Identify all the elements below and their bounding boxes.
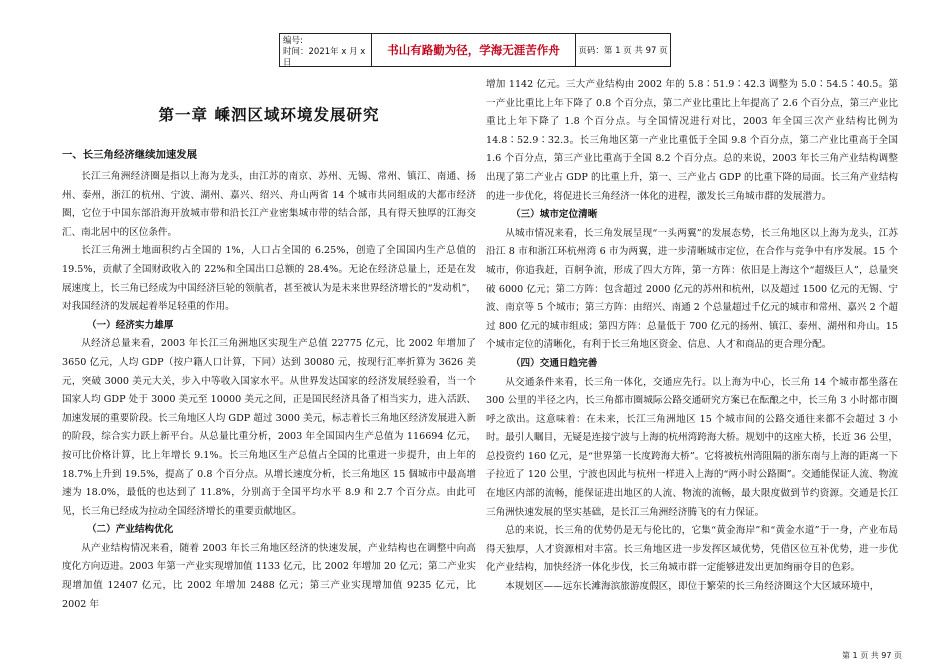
subsection-heading: （三）城市定位清晰 <box>510 209 598 221</box>
header-page-number: 页码：第 1 页 共 97 页 <box>578 46 668 56</box>
paragraph: 从交通条件来看，长三角一体化，交通应先行。以上海为中心，长三角 14 个城市都坐落在 300 公里的半径之内，长三角都市圈城际公路交通研究方案已在酝酿之中，长三角 3 小时都市圈呼之欲出。这意味着：在未来，长江三角洲地区 15 个城市间的公路交通往来都不会超过 3 小时。最引人瞩目，无疑是连接宁波与上海的杭州湾跨海大桥。规划中的这座大桥，长近 36 公里，总投资约 160 亿元，是“世界第一长度跨海大桥”。它将被杭州湾阻隔的浙东南与上海的距离一下子拉近了 120 公里，宁波也因此与杭州一样进入上海的“两小时公路圈”。交通能保证人流、物流在地区内部的流畅，能保证进出地区的人流、物流的流畅，最大限度做到节约资源。交通是长江三角洲快速发展的坚实基础，是长江三角洲经济腾飞的有力保证。 <box>486 376 898 518</box>
header-number: 编号: <box>283 36 303 46</box>
subsection-heading: （一）经济实力雄厚 <box>86 319 174 331</box>
section-heading: 一、长三角经济继续加速发展 <box>62 149 198 161</box>
header-motto: 书山有路勤为径，学海无涯苦作舟 <box>372 34 576 66</box>
paragraph: 从产业结构情况来看，随着 2003 年长三角地区经济的快速发展，产业结构也在调整中向高度化方向迈进。2003 年第一产业实现增加值 1133 亿元，比 2002 年增加 20 亿元；第二产业实现增加值 12407 亿元，比 2002 年增加 2488 亿元；第三产业实现增加值 9235 亿元，比 2002 年 <box>62 542 476 610</box>
paragraph: 本规划区——远东长滩海滨旅游度假区，即位于繁荣的长三角经济圈这个大区域环境中， <box>505 581 880 593</box>
page-header-box <box>279 33 671 67</box>
right-column <box>486 76 898 597</box>
page-footer: 第 1 页 共 97 页 <box>842 651 902 660</box>
paragraph: 从城市情况来看，长三角发展呈现“一头两翼”的发展态势，长三角地区以上海为龙头，江苏沿江 8 市和浙江环杭州湾 6 市为两翼，进一步清晰城市定位，在合作与竞争中有序发展。15 个城市，你追我赶，百舸争流，形成了四大方阵，第一方阵：依旧是上海这个“超级巨人”，总量突破 6000 亿元；第二方阵：包含超过 2000 亿元的苏州和杭州，以及超过 1500 亿元的无锡、宁波、南京等 5 个城市；第三方阵：由绍兴、南通 2 个总量超过千亿元的城市和常州、嘉兴 2 个超过 800 亿元的城市组成；第四方阵：总量低于 700 亿元的扬州、镇江、泰州、湖州和舟山。15 个城市定位的清晰化，有利于长三角地区资金、信息、人才和商品的更合理分配。 <box>486 227 898 351</box>
paragraph: 总的来说，长三角的优势仍是无与伦比的，它集“黄金海岸”和“黄金水道”于一身，产业布局得天独厚，人才资源相对丰富。长三角地区进一步发挥区域优势，凭借区位互补优势，进一步优化产业结构，加快经济一体化步伐，长三角城市群一定能够进发出更加绚丽夺目的色彩。 <box>486 525 898 574</box>
subsection-heading: （二）产业结构优化 <box>86 524 174 536</box>
paragraph: 长江三角洲土地面积约占全国的 1%，人口占全国的 6.25%，创造了全国国内生产总值的 19.5%，贡献了全国财政收入的 22%和全国出口总额的 28.4%。无论在经济总量上，还是在发展速度上，长三角已经成为中国经济巨轮的领航者，甚至被认为是未来世界经济增长的“发动机”，对我国经济的发展起着举足轻重的作用。 <box>62 245 476 313</box>
subsection-heading: （四）交通日趋完善 <box>510 357 598 369</box>
paragraph: 长江三角洲经济圈是指以上海为龙头，由江苏的南京、苏州、无锡、常州、镇江、南通、扬州、泰州，浙江的杭州、宁波、湖州、嘉兴、绍兴、舟山两省 14 个城市共同组成的大都市经济圈，它位于中国东部沿海开放城市带和沿长江产业密集城市带的结合部，具有得天独厚的江海交汇、南北居中的区位条件。 <box>62 171 476 238</box>
paragraph: 从经济总量来看，2003 年长江三角洲地区实现生产总值 22775 亿元，比 2002 年增加了 3650 亿元，人均 GDP（按户籍人口计算，下同）达到 30080 元，按现行汇率折算为 3626 美元，突破 3000 美元大关，步入中等收入国家水平。从世界发达国家的经济发展经验看，当一个国家人均 GDP 处于 3000 美元至 10000 美元之间，正是国民经济具备了相当实力，进入活跃、加速发展的重要阶段。长三角地区人均 GDP 超过 3000 美元，标志着长三角地区经济发展进入新的阶段，综合实力跃上新平台。从总量比重分析，2003 年全国国内生产总值为 116694 亿元，按可比价格计算，比上年增长 9.1%。长三角地区生产总值占全国的比重进一步提升，由上年的 18.7%上升到 19.5%，提高了 0.8 个百分点。从增长速度分析，长三角地区 15 個城市中最高增速为 18.0%，最低的也达到了 11.8%，分别高于全国平均水平 8.9 和 2.7 个百分点。由此可见，长三角已经成为拉动全国经济增长的重要贡献地区。 <box>62 338 476 517</box>
paragraph: 增加 1142 亿元。三大产业结构由 2002 年的 5.8∶51.9∶42.3 调整为 5.0∶54.5∶40.5。第一产业比重比上年下降了 0.8 个百分点，第二产业比重比上年提高了 2.6 个百分点，第三产业比重比上年下降了 1.8 个百分点。与全国情况进行对比，2003 年全国三次产业结构比例为 14.8∶52.9∶32.3。长三角地区第一产业比重低于全国 9.8 个百分点，第二产业比重高于全国 1.6 个百分点，第三产业比重高于全国 8.2 个百分点。总的来说，2003 年长三角产业结构调整出现了第二产业占 GDP 的比重上升，第一、三产业占 GDP 的比重下降的局面。长三角产业结构的进一步优化，将促进长三角经济一体化的进程，激发长三角城市群的发展潜力。 <box>486 79 898 202</box>
chapter-title: 第一章 嵊泗区域环境发展研究 <box>158 105 380 124</box>
header-meta <box>280 34 372 66</box>
left-column <box>62 98 476 614</box>
header-time: 时间：2021年 x 月 x 日 <box>283 47 366 68</box>
